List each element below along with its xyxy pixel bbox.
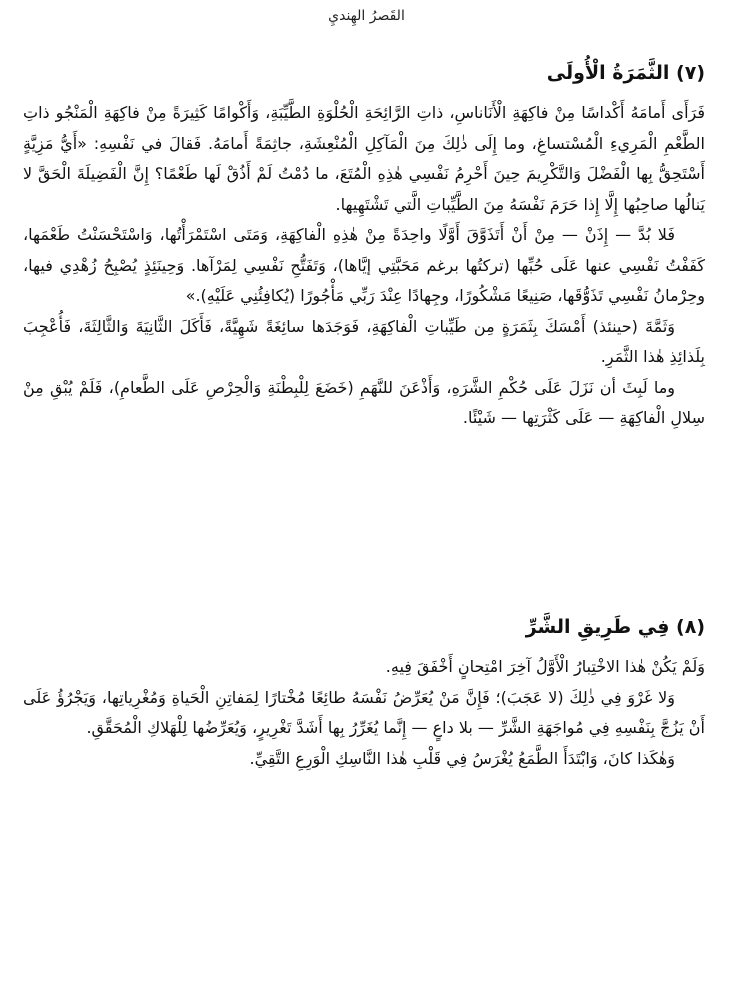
paragraph: وَلا غَرْوَ فِي ذٰلِكَ (لا عَجَبَ)؛ فَإِنَّ مَنْ يُعَرِّضُ نَفْسَهُ طائِعًا مُخْتارًا لِمَفاتِنِ الْحَياةِ وَمُغْرِياتِها، وَيَجْرُؤُ عَلَى أَنْ يَزُجَّ بِنَفْسِهِ فِي مُواجَهَةِ الشَّرِّ — بلا داعٍ — إِنَّما يُغَرِّرُ بِها أَشَدَّ تَغْرِيرٍ، وَيُعَرِّضُها لِلْهَلاكِ الْمُحَقَّقِ.	[23, 687, 705, 737]
paragraph: فَلا بُدَّ — إِذَنْ — مِنْ أَنْ أَتَذَوَّقَ أَوَّلًا واحِدَةً مِنْ هٰذِهِ الْفاكِهَةِ، وَمَتَى اسْتَمْرَأْتُها، وَاسْتَحْسَنْتُ طَعْمَها، كَفَفْتُ نَفْسِي عنها عَلَى حُبِّها (تركتُها برغم مَحَبَّتِي إيَّاها)، وَتَفَتُّحِ نَفْسِي لِمَرْآها. وَحِينَئِذٍ يُصْبِحُ زُهْدِي فيها، وحِرْمانُ نَفْسِي تَذَوُّقَها، صَنِيعًا مَشْكُورًا، وجِهادًا عِنْدَ رَبِّي مَأْجُورًا (يُكافِئُنِي عَلَيْهِ).»	[23, 225, 705, 305]
paragraph: فَرَأَى أَمامَهُ أَكْداسًا مِنْ فاكِهَةِ الْأَنَاناسِ، ذاتِ الرَّائِحَةِ الْحُلْوَةِ الطَّيِّبَةِ، وَأَكْوامًا كَثِيرَةً مِنْ فاكِهَةِ الْمَنْجُو ذاتِ الطَّعْمِ الْمَرِيءِ الْمُسْتساغِ، وما إِلَى ذٰلِكَ مِنَ الْمَآكِلِ الْمُنْعِشَةِ، جاثِمَةً أَمامَهُ. فَقالَ في نَفْسِهِ: «أَيُّ مَزِيَّةٍ أَسْتَحِقُّ بِها الْفَضْلَ وَالتَّكْرِيمَ حِينَ أَحْرِمُ نَفْسِي هٰذِهِ الْمُتَعَ، ما دُمْتُ لَمْ أَذُقْ لَها طَعْمًا؟ إِنَّ الْفَضِيلَةَ الْحَقَّ لا يَنالُها صاحِبُها إِلَّا إِذا حَرَمَ نَفْسَهُ مِنَ الطَّيِّباتِ الَّتي تَشْتَهِيها.	[23, 103, 705, 214]
paragraph: وَثَمَّةَ (حينئذ) أَمْسَكَ بِثَمَرَةٍ مِن طَيِّباتِ الْفاكِهَةِ، فَوَجَدَها سائِغَةً شَهِيَّةً، فَأَكَلَ الثَّانِيَةَ وَالثَّالِثَةَ، فَأُعْجِبَ بِلَذائِذِ هٰذا الثَّمَرِ.	[23, 316, 705, 366]
paragraph: وما لَبِثَ أن نَزَلَ عَلَى حُكْمِ الشَّرَهِ، وَأَذْعَنَ للنَّهَمِ (خَضَعَ لِلْبِطْنَةِ وَالْحِرْصِ عَلَى الطَّعامِ)، فَلَمْ يُبْقِ مِنْ سِلالِ الْفاكِهَةِ — عَلَى كَثْرَتِها — شَيْئًا.	[23, 377, 705, 427]
paragraph: وَلَمْ يَكُنْ هٰذا الاخْتِبارُ الْأَوَّلُ آخِرَ امْتِحانٍ أَخْفَقَ فِيهِ.	[385, 657, 705, 676]
running-head: القَصرُ الهِنديِ	[328, 8, 405, 24]
section-first-fruit	[23, 62, 705, 434]
paragraph: وَهٰكَذا كانَ، وَابْتَدَأَ الطَّمَعُ يُغْرَسُ فِي قَلْبِ هٰذا النَّاسِكِ الْوَرِعِ التَّقِيِّ.	[249, 748, 675, 768]
section-title: (٨) فِي طَرِيقِ الشَّرِّ	[525, 616, 705, 638]
section-path-of-evil	[23, 616, 705, 774]
section-title: (٧) الثَّمَرَةُ الْأُولَى	[546, 62, 705, 84]
